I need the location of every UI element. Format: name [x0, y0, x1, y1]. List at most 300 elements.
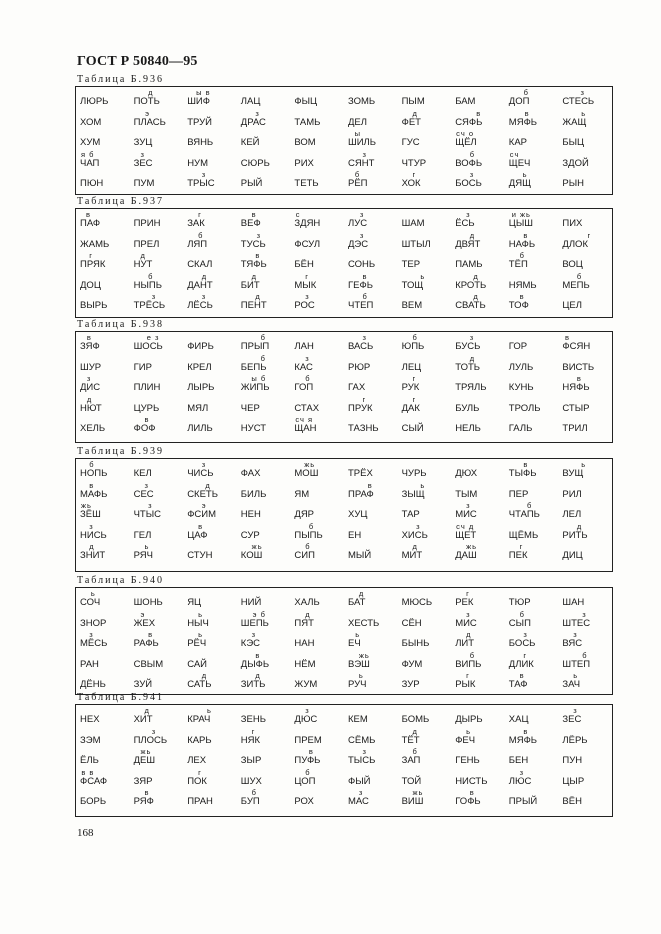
table-word: ПОТЬ [133, 96, 160, 107]
table-word: ЗИТЬ [240, 679, 266, 690]
table-cell [348, 129, 402, 149]
table-cell [509, 788, 563, 808]
pronunciation-mark: жь [140, 747, 152, 756]
table-cell [80, 395, 134, 415]
table-word: ПЕНТ [240, 300, 267, 311]
table-cell [455, 231, 509, 251]
table-word: ТОТЬ [455, 361, 480, 373]
table-word: ФОФ [133, 423, 156, 434]
pronunciation-mark: в [86, 333, 92, 342]
pronunciation-mark: г [362, 394, 367, 404]
table-word: ШТЕС [562, 617, 591, 629]
pronunciation-mark: з [151, 726, 157, 736]
table-cell [187, 333, 241, 353]
table-cell [562, 651, 616, 671]
table-cell [455, 481, 509, 501]
table-word: ВИШ [401, 796, 424, 807]
table-cell [348, 88, 402, 108]
table-cell [455, 129, 509, 149]
table-cell [509, 651, 563, 671]
table-word: РУК [401, 382, 420, 393]
table-cell [294, 150, 348, 170]
pronunciation-mark: ь [198, 609, 203, 619]
table-cell [187, 374, 241, 394]
table-word: МЯФЬ [508, 734, 538, 746]
table-word: ДВЯТ [455, 238, 481, 250]
table-cell [187, 706, 241, 726]
table-word: НЫПЬ [133, 279, 162, 291]
table-cell [509, 501, 563, 521]
table-word: СВЫМ [133, 658, 164, 670]
table-cell [402, 292, 456, 312]
table-word: СКАЛ [187, 259, 213, 270]
table-word: РИХ [294, 157, 314, 169]
table-cell [134, 768, 188, 788]
table-cell [348, 354, 402, 374]
table-cell [241, 589, 295, 609]
table-cell [187, 272, 241, 292]
pronunciation-mark: сч я [295, 415, 314, 424]
table-word: ЛЫРЬ [187, 382, 215, 393]
pronunciation-mark: б [526, 501, 533, 510]
pronunciation-mark: б [362, 292, 368, 301]
table-word: ЗУР [401, 679, 420, 690]
pronunciation-mark: ь [355, 630, 361, 639]
table-word: ФЕЧ [455, 734, 476, 746]
table-cell [402, 671, 456, 691]
table-word: ФЫЙ [348, 775, 371, 787]
table-word: РИТЬ [562, 529, 588, 541]
pronunciation-mark: б [89, 460, 95, 469]
pronunciation-mark: д [412, 108, 418, 118]
table-word: ЖАЩ [562, 116, 587, 128]
table-word: БИТ [240, 279, 260, 291]
table-word: ВЕМ [401, 300, 423, 311]
table-word: ТРОЛЬ [508, 402, 541, 414]
pronunciation-mark: з [580, 88, 585, 97]
pronunciation-mark: з [305, 706, 310, 715]
table-word: ТЮР [508, 597, 531, 608]
table-word: САТЬ [187, 679, 212, 690]
table-cell [294, 671, 348, 691]
table-cell [187, 251, 241, 271]
pronunciation-mark: ь [420, 271, 426, 281]
table-cell [294, 542, 348, 562]
table-cell [402, 109, 456, 129]
table-cell [402, 542, 456, 562]
pronunciation-mark: г [466, 671, 470, 680]
table-cell [562, 333, 616, 353]
table-cell [134, 589, 188, 609]
pronunciation-mark: в [85, 210, 91, 219]
pronunciation-mark: з [469, 170, 475, 179]
word-table [75, 208, 613, 318]
table-cell [134, 501, 188, 521]
table-cell [80, 651, 134, 671]
table-word: ТЕР [401, 259, 421, 270]
table-cell [294, 788, 348, 808]
table-cell [134, 374, 188, 394]
table-cell [348, 292, 402, 312]
table-word: ЗЯФ [80, 341, 100, 352]
table-cell [509, 251, 563, 271]
table-word: ДЫФЬ [240, 658, 270, 670]
table-cell [562, 460, 616, 480]
table-word: ТЫМ [455, 488, 478, 500]
table-word: БОСЬ [508, 638, 536, 649]
table-cell [80, 747, 134, 767]
pronunciation-mark: в [565, 333, 570, 342]
table-word: ЧУРЬ [401, 468, 427, 479]
pronunciation-mark: и жь [511, 210, 531, 219]
table-word: САЙ [187, 658, 208, 670]
table-cell [402, 88, 456, 108]
table-word: МЕПЬ [562, 279, 590, 291]
table-word: ДЯР [294, 509, 315, 520]
table-cell [402, 727, 456, 747]
table-cell [294, 460, 348, 480]
table-cell [80, 354, 134, 374]
table-word: ЧТУР [401, 157, 427, 169]
table-word: РОС [294, 300, 315, 311]
table-cell [134, 251, 188, 271]
table-cell [455, 589, 509, 609]
table-word: ГЕФЬ [348, 279, 373, 291]
table-cell [562, 610, 616, 630]
table-cell [134, 522, 188, 542]
pronunciation-mark: з [359, 230, 365, 240]
table-cell [187, 150, 241, 170]
table-caption: Таблица Б.937 [77, 196, 165, 207]
table-cell [80, 210, 134, 230]
pronunciation-mark: д [466, 630, 472, 639]
table-word: ДЛИК [508, 658, 534, 670]
pronunciation-mark: ь [573, 671, 579, 680]
table-cell [294, 651, 348, 671]
pronunciation-mark: д [255, 671, 261, 680]
table-word: ТЫСЬ [348, 755, 376, 766]
table-cell [402, 630, 456, 650]
pronunciation-mark: ь [581, 108, 587, 118]
table-cell [294, 129, 348, 149]
table-word: БОСЬ [455, 178, 482, 189]
pronunciation-mark: в [523, 726, 529, 736]
table-cell [294, 272, 348, 292]
table-word: ГАЛЬ [508, 423, 533, 434]
table-cell [509, 109, 563, 129]
table-cell [455, 460, 509, 480]
table-cell [402, 768, 456, 788]
table-word: ВИСТЬ [562, 361, 595, 373]
table-cell [348, 272, 402, 292]
table-word: ЗЕС [562, 714, 582, 725]
table-word: КАС [294, 361, 313, 373]
table-cell [455, 542, 509, 562]
table-word: ГЕНЬ [455, 755, 480, 766]
table-word: СОЧ [80, 597, 101, 608]
table-word: РАФЬ [133, 638, 159, 649]
table-cell [294, 231, 348, 251]
table-cell [562, 251, 616, 271]
table-word: СУР [240, 529, 260, 541]
table-word: ФСУЛ [294, 238, 321, 250]
table-cell [187, 395, 241, 415]
pronunciation-mark: з [255, 108, 260, 118]
pronunciation-mark: в [148, 630, 154, 639]
table-cell [134, 170, 188, 190]
table-word: ЗУЦ [133, 137, 153, 148]
table-cell [455, 630, 509, 650]
table-cell [455, 88, 509, 108]
table-word: ЗОМЬ [348, 96, 376, 107]
table-word: ХУЦ [348, 509, 368, 520]
table-word: ДОЦ [80, 279, 101, 291]
table-cell [455, 651, 509, 671]
table-word: НЮТ [80, 402, 102, 414]
word-table [75, 704, 613, 817]
table-word: ХАЦ [508, 714, 529, 725]
table-cell [562, 671, 616, 691]
table-word: ЖИПЬ [240, 382, 270, 393]
table-cell [455, 272, 509, 292]
table-cell [562, 231, 616, 251]
table-cell [187, 501, 241, 521]
table-cell [509, 727, 563, 747]
table-caption: Таблица Б.940 [77, 575, 165, 586]
table-cell [294, 481, 348, 501]
table-cell [348, 481, 402, 501]
table-word: ЩАН [294, 423, 317, 434]
table-word: МИТ [401, 550, 423, 561]
table-word: ФЕТ [401, 116, 421, 128]
table-word: ТРЁХ [348, 468, 373, 479]
table-cell [562, 481, 616, 501]
table-word: РЫК [455, 679, 476, 690]
pronunciation-mark: г [466, 589, 470, 598]
table-cell [402, 651, 456, 671]
pronunciation-mark: ы [354, 129, 361, 138]
table-cell [402, 150, 456, 170]
table-cell [455, 150, 509, 170]
pronunciation-mark: в [308, 747, 314, 756]
table-cell [80, 333, 134, 353]
table-cell [402, 395, 456, 415]
table-word: НАФЬ [508, 238, 536, 250]
pronunciation-mark: б [469, 650, 475, 660]
table-word: НЯК [240, 734, 261, 746]
pronunciation-mark: д [201, 671, 208, 680]
table-cell [509, 415, 563, 435]
table-word: МЯФЬ [508, 116, 538, 128]
pronunciation-mark: э [201, 501, 207, 510]
pronunciation-mark: ь [466, 726, 471, 736]
table-cell [348, 651, 402, 671]
pronunciation-mark: з [359, 210, 365, 219]
pronunciation-mark: в [524, 108, 530, 118]
pronunciation-mark: б [519, 251, 525, 260]
table-cell [455, 415, 509, 435]
table-cell [562, 706, 616, 726]
table-section [0, 446, 661, 576]
table-cell [509, 706, 563, 726]
table-word: ЗДОЙ [562, 157, 589, 169]
table-word: ЖАМЬ [80, 238, 110, 250]
pronunciation-mark: д [469, 230, 476, 240]
pronunciation-mark: б [305, 374, 311, 383]
pronunciation-mark: в [251, 210, 257, 219]
pronunciation-mark: г [251, 726, 256, 736]
table-cell [134, 460, 188, 480]
pronunciation-mark: г [305, 271, 310, 281]
table-section [0, 74, 661, 199]
table-cell [241, 170, 295, 190]
table-section [0, 575, 661, 699]
table-cell [455, 727, 509, 747]
table-word: ПРИН [133, 218, 161, 229]
pronunciation-mark: э [140, 609, 146, 619]
table-cell [348, 768, 402, 788]
table-cell [562, 522, 616, 542]
pronunciation-mark: д [205, 480, 211, 490]
table-cell [187, 481, 241, 501]
table-word: ДАШ [455, 550, 477, 561]
table-word: БЕН [508, 755, 529, 766]
table-word: ДЫРЬ [455, 714, 483, 725]
pronunciation-mark: в [523, 230, 529, 240]
table-cell [562, 589, 616, 609]
pronunciation-mark: б [308, 521, 315, 531]
table-cell [402, 333, 456, 353]
pronunciation-mark: з [256, 230, 262, 240]
pronunciation-mark: б [523, 88, 529, 97]
table-cell [294, 522, 348, 542]
table-word: ВУЩ [562, 468, 584, 479]
table-cell [562, 630, 616, 650]
pronunciation-mark: г [523, 650, 528, 660]
table-word: ХИТ [133, 714, 153, 725]
table-word: БУЛЬ [455, 402, 480, 414]
table-cell [562, 788, 616, 808]
table-word: ТАЗНЬ [348, 423, 379, 434]
table-word: ВЭШ [348, 658, 370, 670]
table-cell [348, 150, 402, 170]
table-word: КОШ [240, 550, 263, 561]
table-word: ЗЭМ [80, 734, 101, 746]
table-word: ТРУЙ [187, 116, 212, 128]
table-cell [241, 129, 295, 149]
table-word: КАР [508, 137, 528, 148]
pronunciation-mark: ь [358, 671, 364, 680]
table-word: СЯФЬ [455, 116, 483, 128]
table-cell [241, 768, 295, 788]
table-cell [509, 333, 563, 353]
table-word: КРОТЬ [455, 279, 487, 291]
table-cell [402, 589, 456, 609]
table-word: ФУМ [401, 658, 423, 670]
table-cell [80, 522, 134, 542]
table-word: ХУМ [80, 137, 101, 148]
table-word: ДОП [508, 96, 530, 107]
table-word: МИС [455, 617, 477, 629]
table-cell [562, 150, 616, 170]
table-cell [509, 354, 563, 374]
table-word: ЦЕЛ [562, 300, 582, 311]
pronunciation-mark: з [251, 630, 257, 639]
pronunciation-mark: э б [252, 609, 266, 619]
pronunciation-mark: з [148, 501, 153, 510]
table-cell [80, 788, 134, 808]
table-word: ШОСЬ [133, 341, 163, 352]
table-cell [562, 415, 616, 435]
table-word: ЯЦ [187, 597, 202, 608]
table-caption: Таблица Б.938 [77, 319, 165, 330]
pronunciation-mark: з [466, 210, 471, 219]
pronunciation-mark: б [582, 650, 588, 660]
table-cell [562, 747, 616, 767]
table-cell [134, 333, 188, 353]
table-word: ПУФЬ [294, 755, 321, 766]
table-cell [402, 129, 456, 149]
pronunciation-mark: ь [144, 542, 150, 551]
table-cell [455, 610, 509, 630]
table-cell [134, 671, 188, 691]
table-cell [402, 706, 456, 726]
table-word: БЫЦ [562, 137, 585, 148]
table-word: ЛЕЛ [562, 509, 582, 520]
pronunciation-mark: в [198, 521, 204, 531]
table-word: ПАМЬ [455, 259, 483, 270]
table-word: НЕЛЬ [455, 423, 481, 434]
pronunciation-mark: в [523, 460, 529, 469]
table-word: ПРЫЙ [508, 796, 538, 807]
table-cell [241, 354, 295, 374]
table-cell [241, 88, 295, 108]
table-word: ТАР [401, 509, 420, 520]
table-cell [80, 129, 134, 149]
table-cell [241, 542, 295, 562]
table-word: ЗЕС [133, 157, 153, 169]
table-cell [80, 272, 134, 292]
table-word: ЖЕХ [133, 617, 156, 629]
pronunciation-mark: з [201, 460, 207, 469]
table-cell [348, 415, 402, 435]
pronunciation-mark: д [469, 353, 476, 363]
table-word: МАС [348, 796, 369, 807]
table-word: ЛУС [348, 218, 368, 229]
table-cell [455, 671, 509, 691]
table-cell [241, 610, 295, 630]
table-word: ТОЩ [401, 279, 424, 291]
table-cell [509, 272, 563, 292]
pronunciation-mark: б [260, 333, 266, 342]
table-cell [348, 333, 402, 353]
pronunciation-mark: жь [251, 542, 263, 551]
table-cell [187, 415, 241, 435]
pronunciation-mark: я б [80, 149, 95, 159]
table-cell [241, 630, 295, 650]
pronunciation-mark: э [145, 108, 150, 118]
table-cell [402, 170, 456, 190]
table-word: КРЕЛ [187, 361, 212, 373]
table-cell [294, 109, 348, 129]
table-word: ПЫМ [401, 96, 425, 107]
table-cell [241, 481, 295, 501]
table-word: ЩЕЧ [508, 157, 531, 169]
table-cell [402, 374, 456, 394]
table-word: НОПЬ [80, 468, 108, 479]
pronunciation-mark: з [466, 501, 471, 510]
table-cell [348, 747, 402, 767]
